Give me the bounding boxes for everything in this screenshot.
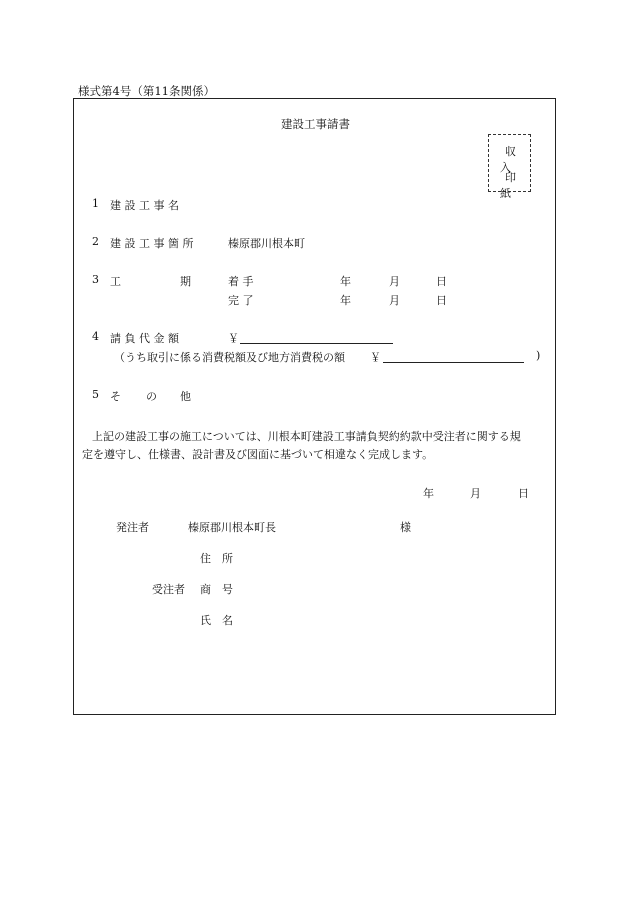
contractor-address-label: 住 所 <box>200 552 233 565</box>
contract-amount-yen-sign: ￥ <box>228 332 239 345</box>
tax-amount-label: （うち取引に係る消費税額及び地方消費税の額 <box>114 351 345 364</box>
item3-start-month: 月 <box>389 275 400 288</box>
document-frame <box>73 98 556 715</box>
item5-label-b: の <box>146 390 157 403</box>
item3-label-b: 期 <box>180 275 191 288</box>
contractor-person-label: 氏 名 <box>200 614 233 627</box>
item4-label: 請 負 代 金 額 <box>110 332 179 345</box>
item2-number: 2 <box>92 235 99 248</box>
body-text-line2: 定を遵守し、仕様書、設計書及び図面に基づいて相違なく完成します。 <box>82 448 434 461</box>
item5-number: 5 <box>92 388 99 401</box>
contractor-label: 受注者 <box>152 583 185 596</box>
item3-number: 3 <box>92 273 99 286</box>
orderer-name: 榛原郡川根本町長 <box>188 521 276 534</box>
item5-label-a: そ <box>110 390 121 403</box>
orderer-label: 発注者 <box>116 521 149 534</box>
stamp-label-line1: 収入 <box>500 145 526 174</box>
stamp-label-line2: 印紙 <box>500 171 526 200</box>
tax-amount-yen-sign: ￥ <box>370 351 381 364</box>
item3-end-day: 日 <box>436 294 447 307</box>
item3-end-month: 月 <box>389 294 400 307</box>
date-month: 月 <box>470 487 481 500</box>
contractor-trade-name-label: 商 号 <box>200 583 233 596</box>
item1-label: 建 設 工 事 名 <box>110 199 179 212</box>
item4-number: 4 <box>92 330 99 343</box>
orderer-honorific: 様 <box>400 521 411 534</box>
item3-start-label: 着 手 <box>228 275 254 288</box>
item2-value: 榛原郡川根本町 <box>228 237 305 250</box>
date-day: 日 <box>518 487 529 500</box>
item5-label-c: 他 <box>180 390 191 403</box>
item3-end-year: 年 <box>340 294 351 307</box>
item3-start-year: 年 <box>340 275 351 288</box>
document-title: 建設工事請書 <box>281 117 350 131</box>
body-text-line1: 上記の建設工事の施工については、川根本町建設工事請負契約約款中受注者に関する規 <box>92 430 521 443</box>
item3-start-day: 日 <box>436 275 447 288</box>
form-number-label: 様式第4号（第11条関係） <box>78 84 215 98</box>
tax-amount-close: ) <box>536 349 541 362</box>
tax-amount-line <box>383 362 524 363</box>
item3-end-label: 完 了 <box>228 294 254 307</box>
item3-label-a: 工 <box>110 275 121 288</box>
date-year: 年 <box>423 487 434 500</box>
revenue-stamp-box <box>488 134 531 200</box>
item1-number: 1 <box>92 197 99 210</box>
contract-amount-line <box>240 343 393 344</box>
item2-label: 建 設 工 事 箇 所 <box>110 237 194 250</box>
